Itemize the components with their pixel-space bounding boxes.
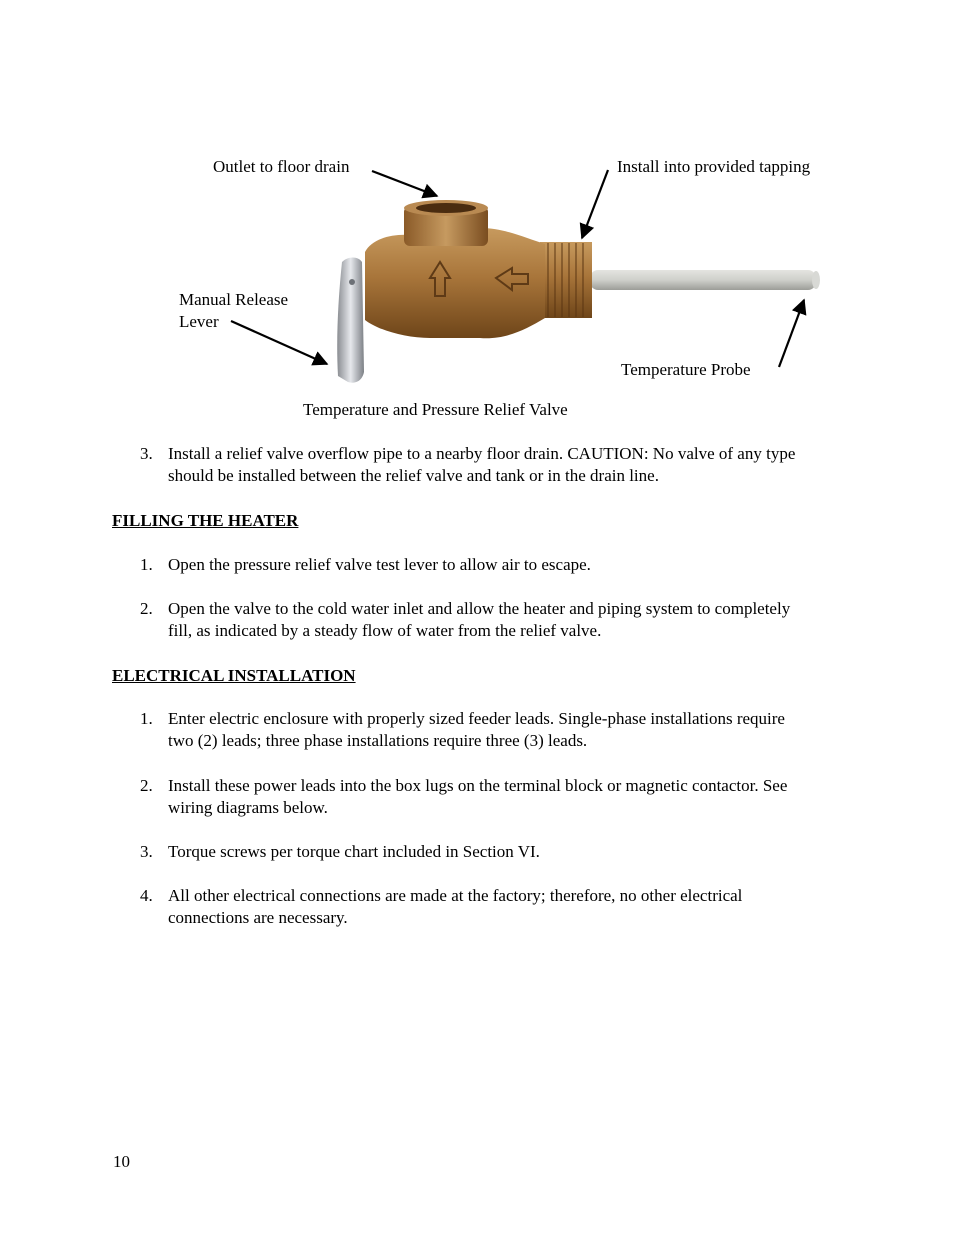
text-line: connections are necessary. bbox=[168, 908, 348, 927]
list-item-text bbox=[168, 443, 868, 487]
threaded-inlet bbox=[540, 242, 592, 318]
text-line: Install these power leads into the box lugs on the terminal block or magnetic contactor. See bbox=[168, 776, 788, 795]
list-item-text bbox=[168, 885, 868, 929]
manual-release-label-line2: Lever bbox=[179, 312, 219, 331]
text-line: Install a relief valve overflow pipe to a nearby floor drain. CAUTION: No valve of any type bbox=[168, 444, 796, 463]
text-line: two (2) leads; three phase installations require three (3) leads. bbox=[168, 731, 588, 750]
list-item-text bbox=[168, 554, 868, 576]
manual-release-lever bbox=[337, 258, 364, 383]
install-tapping-label: Install into provided tapping bbox=[617, 157, 811, 176]
text-line: Torque screws per torque chart included in Section VI. bbox=[168, 842, 540, 861]
list-item-text bbox=[168, 708, 868, 752]
text-line: should be installed between the relief valve and tank or in the drain line. bbox=[168, 466, 659, 485]
list-item-number: 4. bbox=[140, 886, 153, 905]
text-line: Enter electric enclosure with properly sized feeder leads. Single-phase installations require bbox=[168, 709, 785, 728]
valve-body bbox=[365, 200, 545, 338]
temperature-probe bbox=[590, 270, 820, 290]
figure-caption: Temperature and Pressure Relief Valve bbox=[303, 400, 568, 419]
relief-valve-figure bbox=[0, 0, 954, 420]
temperature-probe-label: Temperature Probe bbox=[621, 360, 751, 379]
list-item-number: 3. bbox=[140, 842, 153, 861]
filling-heading: FILLING THE HEATER bbox=[112, 511, 299, 530]
list-item-number: 3. bbox=[140, 444, 153, 463]
page-number: 10 bbox=[113, 1152, 130, 1171]
outlet-label: Outlet to floor drain bbox=[213, 157, 350, 176]
text-line: Open the valve to the cold water inlet and allow the heater and piping system to completely bbox=[168, 599, 791, 618]
text-line: wiring diagrams below. bbox=[168, 798, 328, 817]
text-line: All other electrical connections are made at the factory; therefore, no other electrical bbox=[168, 886, 743, 905]
manual-release-label-line1: Manual Release bbox=[179, 290, 289, 309]
list-item-number: 2. bbox=[140, 776, 153, 795]
electrical-heading: ELECTRICAL INSTALLATION bbox=[112, 666, 356, 685]
list-item-number: 2. bbox=[140, 599, 153, 618]
list-item-text bbox=[168, 775, 868, 819]
list-item-text bbox=[168, 841, 868, 863]
list-item-number: 1. bbox=[140, 709, 153, 728]
list-item-text bbox=[168, 598, 868, 642]
list-item-number: 1. bbox=[140, 555, 153, 574]
text-line: Open the pressure relief valve test lever to allow air to escape. bbox=[168, 555, 591, 574]
text-line: fill, as indicated by a steady flow of water from the relief valve. bbox=[168, 621, 602, 640]
